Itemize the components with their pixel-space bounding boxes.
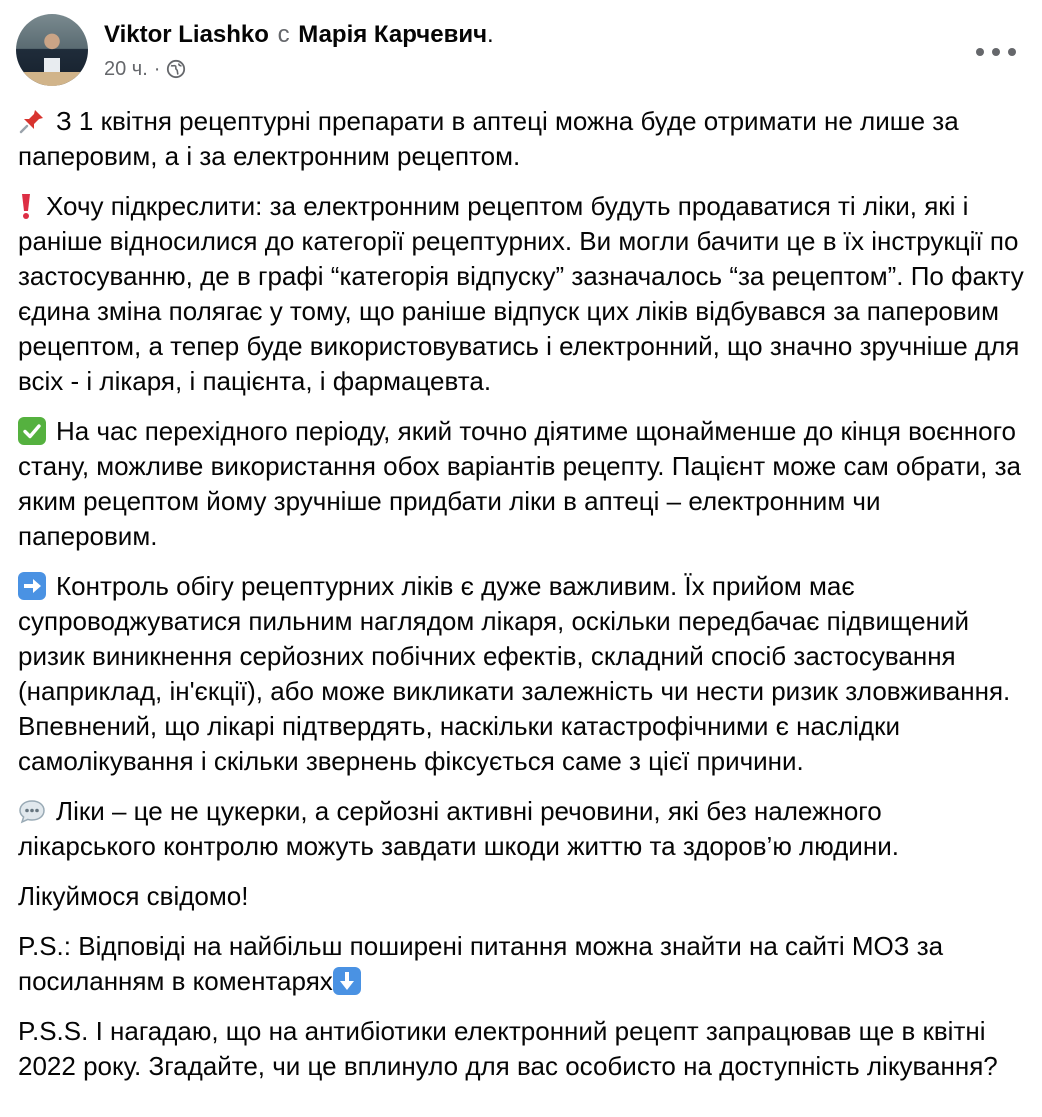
tagged-user-link[interactable]: Марія Карчевич	[298, 21, 488, 48]
paragraph	[18, 929, 1024, 999]
pushpin-icon	[18, 107, 46, 135]
paragraph-text: Хочу підкреслити: за електронним рецептом будуть продаватися ті ліки, які і раніше відносилися до категорії рецептурних. Ви могли бачити це в їх інструкції по застосуванню, де в графі “категорія відпуску” зазначалось “за рецептом”. По факту єдина зміна полягає у тому, що раніше відпуск цих ліків відбувався за паперовим рецептом, а тепер буде використовуватись і електронний, що значно зручніше для всіх - і лікаря, і пацієнта, і фармацевта.	[18, 191, 1024, 396]
post-header	[16, 14, 1026, 90]
check-mark-icon	[18, 417, 46, 445]
paragraph-text: Лікуймося свідомо!	[18, 881, 249, 911]
meta-separator: ·	[153, 58, 161, 80]
paragraph	[18, 794, 1024, 864]
paragraph	[18, 414, 1024, 554]
more-dot	[1008, 48, 1016, 56]
tagged-dot: .	[487, 21, 494, 48]
globe-icon[interactable]	[166, 59, 186, 79]
paragraph-text: Ліки – це не цукерки, а серйозні активні речовини, які без належного лікарського контролю можуть завдати шкоди життю та здоров’ю людини.	[18, 796, 899, 861]
post-authors	[104, 20, 494, 50]
exclamation-icon	[18, 192, 34, 220]
paragraph	[18, 569, 1024, 779]
down-arrow-icon	[333, 967, 361, 995]
paragraph-text: З 1 квітня рецептурні препарати в аптеці можна буде отримати не лише за паперовим, а і за електронним рецептом.	[18, 106, 959, 171]
with-word: с	[277, 21, 290, 48]
paragraph-text: На час перехідного періоду, який точно діятиме щонайменше до кінця воєнного стану, можливе використання обох варіантів рецепту. Пацієнт може сам обрати, за яким рецептом йому зручніше придбати ліки в аптеці – електронним чи паперовим.	[18, 416, 1021, 551]
paragraph	[18, 104, 1024, 174]
post-timestamp-link[interactable]: 20 ч.	[104, 58, 148, 80]
paragraph-text: P.S.: Відповіді на найбільш поширені питання можна знайти на сайті МОЗ за посиланням в коментарях	[18, 931, 944, 996]
paragraph-text: Контроль обігу рецептурних ліків є дуже важливим. Їх прийом має супроводжуватися пильним наглядом лікаря, оскільки передбачає підвищений ризик виникнення серйозних побічних ефектів, складний спосіб застосування (наприклад, ін'єкції), або може викликати залежність чи нести ризик зловживання. Впевнений, що лікарі підтвердять, наскільки катастрофічними є наслідки самолікування і скільки звернень фіксується саме з цієї причини.	[18, 571, 1011, 776]
right-arrow-icon	[18, 572, 46, 600]
post-meta	[104, 56, 186, 82]
avatar-desk	[16, 72, 88, 86]
paragraph	[18, 189, 1024, 399]
paragraph-text: P.S.S. І нагадаю, що на антибіотики електронний рецепт запрацював ще в квітні 2022 року. Згадайте, чи це вплинуло для вас особисто на доступність лікування?	[18, 1016, 998, 1081]
more-dot	[976, 48, 984, 56]
paragraph	[18, 879, 1024, 914]
paragraph	[18, 1014, 1024, 1084]
post-text	[18, 104, 1024, 1099]
more-options-icon[interactable]	[976, 40, 1016, 64]
more-dot	[992, 48, 1000, 56]
speech-bubble-icon	[18, 797, 46, 825]
author-name-link[interactable]: Viktor Liashko	[104, 21, 269, 48]
author-avatar[interactable]	[16, 14, 88, 86]
